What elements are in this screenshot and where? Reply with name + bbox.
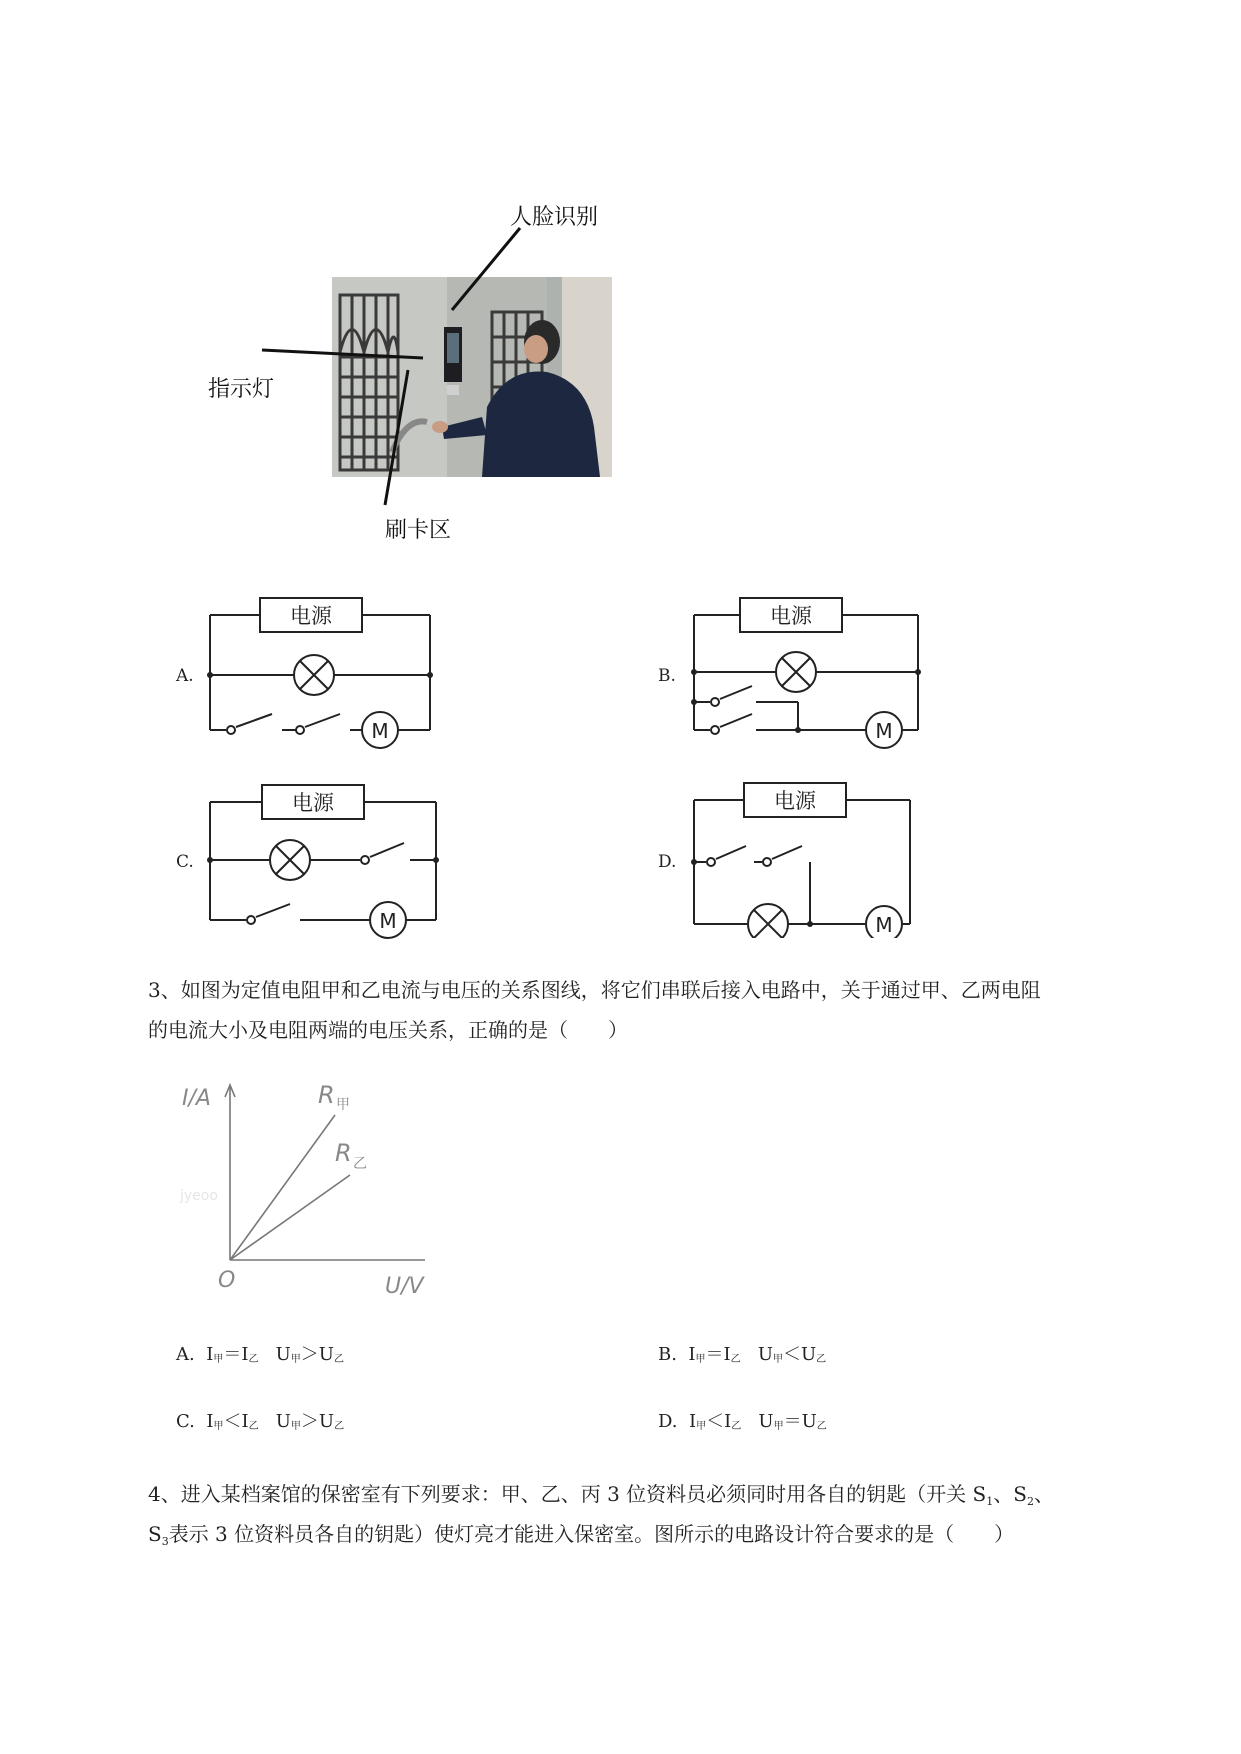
label-indicator-light: 指示灯 (208, 377, 275, 402)
line-r-yi (230, 1175, 350, 1260)
switch-contact (227, 726, 235, 734)
option-c-letter: C. (176, 852, 194, 872)
circuit-option-b (680, 590, 930, 750)
option-a-letter: A. (176, 666, 194, 686)
r-jia-sub: 甲 (336, 1097, 350, 1113)
junction-dot (427, 672, 433, 678)
r-yi-sub: 乙 (353, 1156, 367, 1172)
y-axis-label: I/A (182, 1086, 211, 1111)
circuit-option-c (200, 780, 450, 940)
circuit-option-a (200, 590, 440, 750)
junction-dot (207, 672, 213, 678)
label-card-area: 刷卡区 (385, 518, 452, 543)
power-label: 电源 (774, 789, 816, 813)
svg-text:M: M (875, 719, 893, 743)
x-axis-label: U/V (385, 1274, 424, 1299)
option-b-letter: B. (658, 666, 676, 686)
q3-answer-d: D. $I_甲<I_乙$ $U_甲=U_乙$ (658, 1411, 827, 1432)
q3-text-line2: 的电流大小及电阻两端的电压关系，正确的是（ ） (148, 1018, 628, 1042)
svg-text:M: M (379, 909, 397, 933)
lamp-icon (270, 840, 310, 880)
door-callout-lines (180, 180, 620, 550)
r-yi-label: R (335, 1139, 352, 1167)
door-figure (180, 180, 620, 550)
switch-contact (296, 726, 304, 734)
q3-answer-a: A. $I_甲=I_乙$ $U_甲>U_乙$ (176, 1344, 344, 1365)
motor-icon (370, 902, 406, 938)
q3-answer-b: B. $I_甲=I_乙$ $U_甲<U_乙$ (658, 1344, 827, 1365)
line-r-jia (230, 1115, 335, 1260)
q3-answer-c: C. $I_甲<I_乙$ $U_甲>U_乙$ (176, 1411, 345, 1432)
power-label: 电源 (290, 604, 332, 628)
origin-label: O (218, 1268, 236, 1293)
circuit-option-d (680, 778, 930, 938)
power-label: 电源 (292, 791, 334, 815)
watermark: jyeoo (180, 1188, 218, 1204)
svg-text:M: M (875, 913, 893, 937)
power-label: 电源 (770, 604, 812, 628)
lamp-icon (748, 904, 788, 938)
motor-icon (866, 906, 902, 938)
svg-text:M: M (371, 719, 389, 743)
iu-graph (170, 1075, 450, 1300)
r-jia-label: R (318, 1081, 335, 1109)
option-d-letter: D. (658, 852, 677, 872)
motor-icon (866, 712, 902, 748)
lamp-icon (294, 655, 334, 695)
q3-text-line1: 3、如图为定值电阻甲和乙电流与电压的关系图线，将它们串联后接入电路中，关于通过甲、乙两电阻 (148, 978, 1041, 1002)
q4-text-line1: 4、进入某档案馆的保密室有下列要求：甲、乙、丙 3 位资料员必须同时用各自的钥匙（开关 $S_1$、$S_2$、 (148, 1482, 1054, 1508)
q4-text-line2: $S_3$表示 3 位资料员各自的钥匙）使灯亮才能进入保密室。图所示的电路设计符合要求的是（ ） (148, 1522, 1015, 1548)
lamp-icon (776, 652, 816, 692)
motor-icon (362, 712, 398, 748)
label-face-recognition: 人脸识别 (510, 205, 599, 230)
